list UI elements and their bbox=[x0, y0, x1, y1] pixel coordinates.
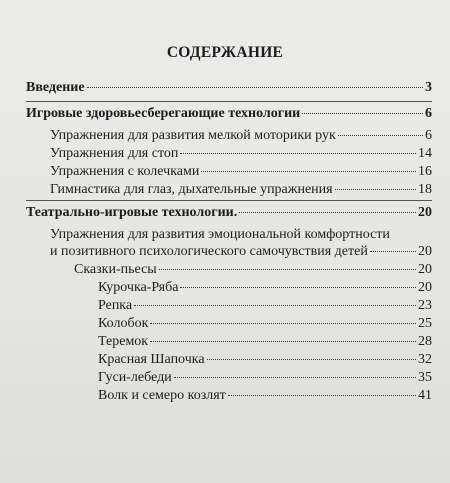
toc-entry-kurochka-ryaba bbox=[98, 280, 432, 296]
toc-entry-text: Колобок bbox=[98, 316, 149, 331]
toc-entry-introduction bbox=[26, 80, 432, 96]
toc-entry-rings bbox=[50, 164, 432, 180]
page-title: СОДЕРЖАНИЕ bbox=[166, 44, 284, 61]
dot-leader bbox=[335, 188, 416, 190]
toc-entry-text: Упражнения с колечками bbox=[50, 164, 200, 179]
toc-entry-page: 20 bbox=[418, 262, 432, 277]
toc-entry-text: Гуси-лебеди bbox=[98, 370, 172, 385]
dot-leader bbox=[150, 322, 416, 324]
toc-entry-page: 14 bbox=[418, 146, 432, 161]
toc-entry-page: 6 bbox=[425, 106, 432, 121]
dot-leader bbox=[159, 268, 416, 270]
toc-entry-page: 41 bbox=[418, 388, 432, 403]
dot-leader bbox=[228, 394, 416, 396]
dot-leader bbox=[370, 250, 416, 252]
toc-entry-text: Теремок bbox=[98, 334, 149, 349]
toc-entry-page: 32 bbox=[418, 352, 432, 367]
toc-entry-wolf-and-kids bbox=[98, 388, 432, 404]
dot-leader bbox=[150, 340, 416, 342]
toc-entry-text: Курочка-Ряба bbox=[98, 280, 179, 295]
dot-leader bbox=[87, 86, 423, 88]
toc-entry-page: 25 bbox=[418, 316, 432, 331]
toc-entry-text: Упражнения для стоп bbox=[50, 146, 179, 161]
toc-entry-page: 3 bbox=[425, 80, 432, 95]
toc-entry-geese-swans bbox=[98, 370, 432, 386]
toc-entry-repka bbox=[98, 298, 432, 314]
toc-entry-page: 18 bbox=[418, 182, 432, 197]
toc-entry-text: Сказки-пьесы bbox=[74, 262, 157, 277]
dot-leader bbox=[180, 152, 416, 154]
toc-entry-page: 28 bbox=[418, 334, 432, 349]
toc-entry-text: Введение bbox=[26, 80, 85, 95]
toc-entry-text: Упражнения для развития мелкой моторики рук bbox=[50, 128, 336, 143]
toc-entry-text: Гимнастика для глаз, дыхательные упражнения bbox=[50, 182, 333, 197]
toc-entry-teremok bbox=[98, 334, 432, 350]
toc-entry-page: 6 bbox=[425, 128, 432, 143]
toc-entry-page: 35 bbox=[418, 370, 432, 385]
toc-entry-text: и позитивного психологического самочувствия детей bbox=[50, 244, 368, 259]
section-divider bbox=[26, 200, 432, 201]
toc-entry-text: Игровые здоровьесберегающие технологии bbox=[26, 106, 301, 121]
toc-entry-emotional-comfort-line1: Упражнения для развития эмоциональной комфортности bbox=[50, 227, 390, 242]
toc-entry-page: 23 bbox=[418, 298, 432, 313]
toc-entry-page: 20 bbox=[418, 244, 432, 259]
dot-leader bbox=[302, 112, 423, 114]
toc-entry-text: Репка bbox=[98, 298, 133, 313]
toc-entry-eye-gymnastics bbox=[50, 182, 432, 198]
toc-entry-fairy-tale-plays bbox=[74, 262, 432, 278]
toc-entry-fine-motor bbox=[50, 128, 432, 144]
toc-entry-page: 16 bbox=[418, 164, 432, 179]
toc-entry-red-riding-hood bbox=[98, 352, 432, 368]
toc-entry-health-technologies bbox=[26, 106, 432, 122]
dot-leader bbox=[207, 358, 416, 360]
dot-leader bbox=[174, 376, 416, 378]
toc-entry-emotional-comfort bbox=[50, 244, 432, 260]
dot-leader bbox=[180, 286, 416, 288]
dot-leader bbox=[201, 170, 416, 172]
section-divider bbox=[26, 101, 432, 102]
toc-entry-theatre-technologies bbox=[26, 205, 432, 221]
toc-entry-page: 20 bbox=[418, 205, 432, 220]
toc-entry-text: Красная Шапочка bbox=[98, 352, 205, 367]
toc-entry-feet bbox=[50, 146, 432, 162]
toc-entry-text: Театрально-игровые технологии. bbox=[26, 205, 238, 220]
toc-entry-text: Волк и семеро козлят bbox=[98, 388, 226, 403]
dot-leader bbox=[338, 134, 423, 136]
toc-entry-page: 20 bbox=[418, 280, 432, 295]
toc-entry-kolobok bbox=[98, 316, 432, 332]
dot-leader bbox=[239, 211, 416, 213]
dot-leader bbox=[134, 304, 416, 306]
